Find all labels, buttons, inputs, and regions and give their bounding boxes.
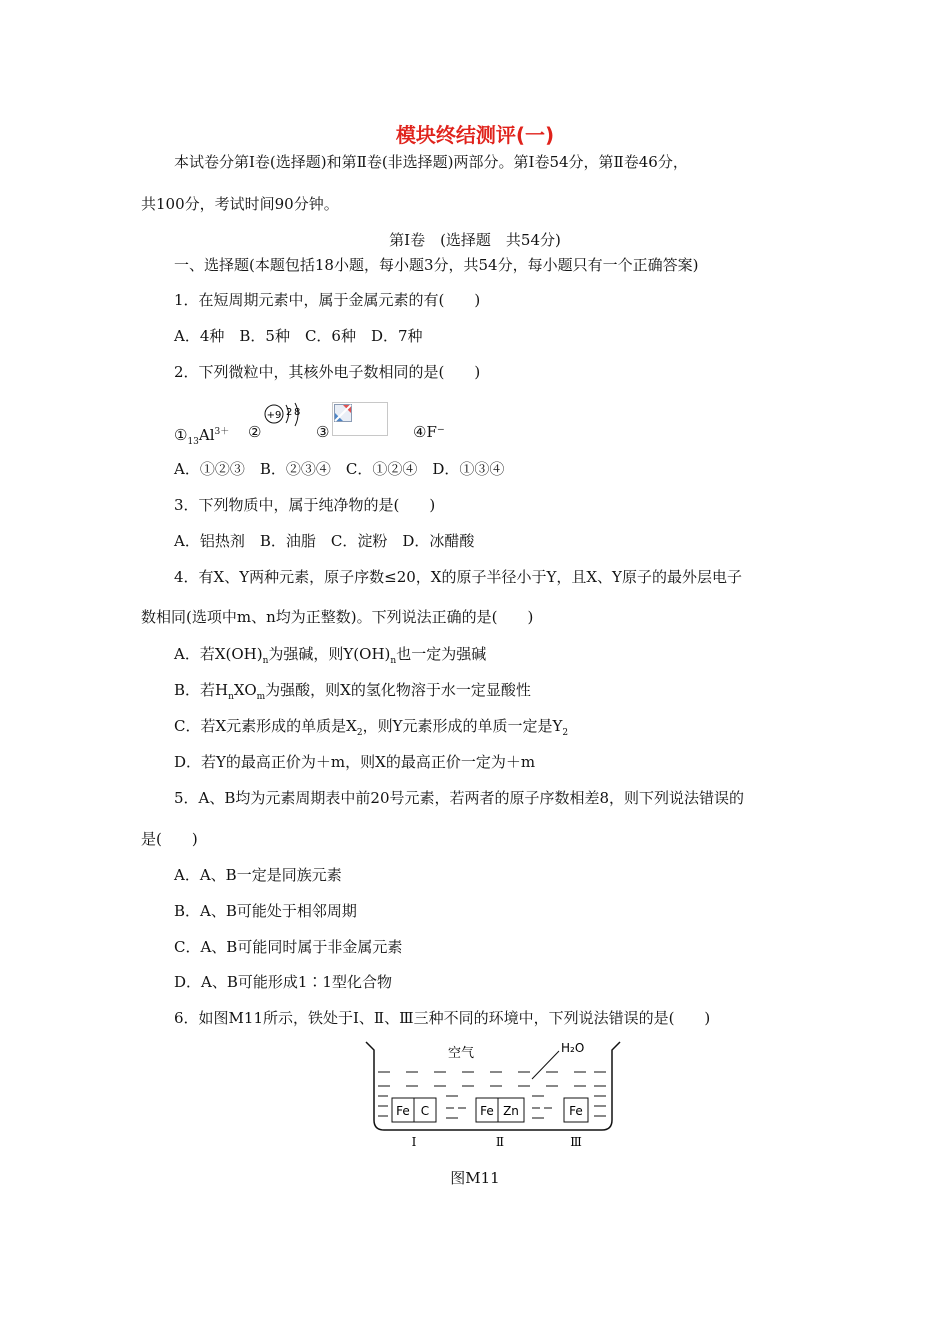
q4-c-text-2: ，则Y元素形成的单质一定是Y: [362, 717, 563, 735]
q2-item-1: [174, 422, 229, 452]
q2-item-1-number: ①: [174, 426, 188, 444]
q4-option-a: [174, 644, 486, 671]
q2-stem: 2．下列微粒中，其核外电子数相同的是( ): [174, 363, 481, 381]
q2-options: A．①②③ B．②③④ C．①②④ D．①③④: [174, 460, 505, 478]
air-label: 空气: [448, 1046, 475, 1061]
atom-shell-1-label: 2: [286, 407, 293, 418]
q2-item-1-atomic-number: 13: [187, 437, 199, 447]
q4-option-c: [174, 716, 568, 743]
q3-options: A．铝热剂 B．油脂 C．淀粉 D．冰醋酸: [174, 532, 475, 550]
atom-nucleus-label: +9: [266, 410, 282, 421]
cell-3-label: Fe: [569, 1104, 583, 1118]
q4-b-text-3: 为强酸，则X的氢化物溶于水一定显酸性: [265, 681, 531, 699]
q4-a-text-3: 也一定为强碱: [396, 645, 487, 663]
q1-options: A．4种 B．5种 C．6种 D．7种: [174, 327, 423, 345]
corrosion-figure: [362, 1036, 624, 1154]
q6-stem: 6．如图M11所示，铁处于Ⅰ、Ⅱ、Ⅲ三种不同的环境中，下列说法错误的是( ): [174, 1009, 711, 1027]
q4-stem-line-2: 数相同(选项中m、n均为正整数)。下列说法正确的是( ): [141, 608, 534, 626]
q4-b-text-2: XO: [233, 681, 257, 699]
atom-structure-diagram: [262, 402, 312, 436]
q5-option-a: A．A、B一定是同族元素: [174, 866, 342, 884]
environment-3-label: Ⅲ: [570, 1135, 582, 1149]
cell-1-right-label: C: [420, 1104, 430, 1118]
environment-1-label: Ⅰ: [411, 1135, 417, 1149]
environment-2-label: Ⅱ: [495, 1135, 505, 1149]
q4-option-d: D．若Y的最高正价为＋m，则X的最高正价一定为＋m: [174, 753, 536, 771]
q5-option-d: D．A、B可能形成1∶1型化合物: [174, 973, 392, 991]
broken-image-placeholder: [332, 402, 388, 436]
water-label: H₂O: [561, 1041, 585, 1055]
page-title: 模块终结测评(一): [395, 123, 555, 147]
cell-2-left-label: Fe: [480, 1104, 494, 1118]
q4-option-b: [174, 680, 531, 707]
q4-c-text-1: C．若X元素形成的单质是X: [174, 717, 357, 735]
q5-option-c: C．A、B可能同时属于非金属元素: [174, 938, 403, 956]
q5-stem-line-1: 5．A、B均为元素周期表中前20号元素，若两者的原子序数相差8，则下列说法错误的: [174, 789, 745, 807]
q4-a-text-1: A．若X(OH): [174, 645, 263, 663]
cell-2-right-label: Zn: [503, 1104, 519, 1118]
q4-a-sub-2: n: [390, 656, 397, 666]
intro-line-1: 本试卷分第Ⅰ卷(选择题)和第Ⅱ卷(非选择题)两部分。第Ⅰ卷54分，第Ⅱ卷46分，: [174, 153, 688, 171]
section-heading: 一、选择题(本题包括18小题，每小题3分，共54分，每小题只有一个正确答案): [174, 256, 699, 274]
q4-a-sub-1: n: [262, 656, 269, 666]
q5-option-b: B．A、B可能处于相邻周期: [174, 902, 357, 920]
intro-line-2: 共100分，考试时间90分钟。: [141, 195, 339, 213]
part1-heading: 第Ⅰ卷 (选择题 共54分): [389, 231, 561, 249]
q4-c-sub-2: 2: [562, 728, 569, 738]
broken-image-icon: [334, 404, 352, 422]
q4-stem-line-1: 4．有X、Y两种元素，原子序数≤20，X的原子半径小于Y，且X、Y原子的最外层电子: [174, 568, 742, 586]
atom-shell-2-label: 8: [294, 407, 301, 418]
q2-item-3-number: ③: [316, 423, 330, 441]
q1-stem: 1．在短周期元素中，属于金属元素的有( ): [174, 291, 481, 309]
q3-stem: 3．下列物质中，属于纯净物的是( ): [174, 496, 436, 514]
q5-stem-line-2: 是( ): [141, 830, 198, 848]
q4-b-sub-1: n: [228, 692, 234, 702]
figure-caption: 图M11: [450, 1169, 500, 1187]
water-pointer-line: [532, 1051, 559, 1079]
cell-1-left-label: Fe: [396, 1104, 410, 1118]
q4-c-sub-1: 2: [356, 728, 363, 738]
q4-a-text-2: 为强碱，则Y(OH): [268, 645, 391, 663]
q4-b-text-1: B．若H: [174, 681, 229, 699]
q2-item-1-charge: 3＋: [214, 427, 230, 437]
q2-item-4: ④F⁻: [413, 423, 445, 441]
q2-item-1-element: Al: [198, 426, 215, 444]
q2-item-2-number: ②: [248, 423, 262, 441]
q4-b-sub-2: m: [256, 692, 266, 702]
